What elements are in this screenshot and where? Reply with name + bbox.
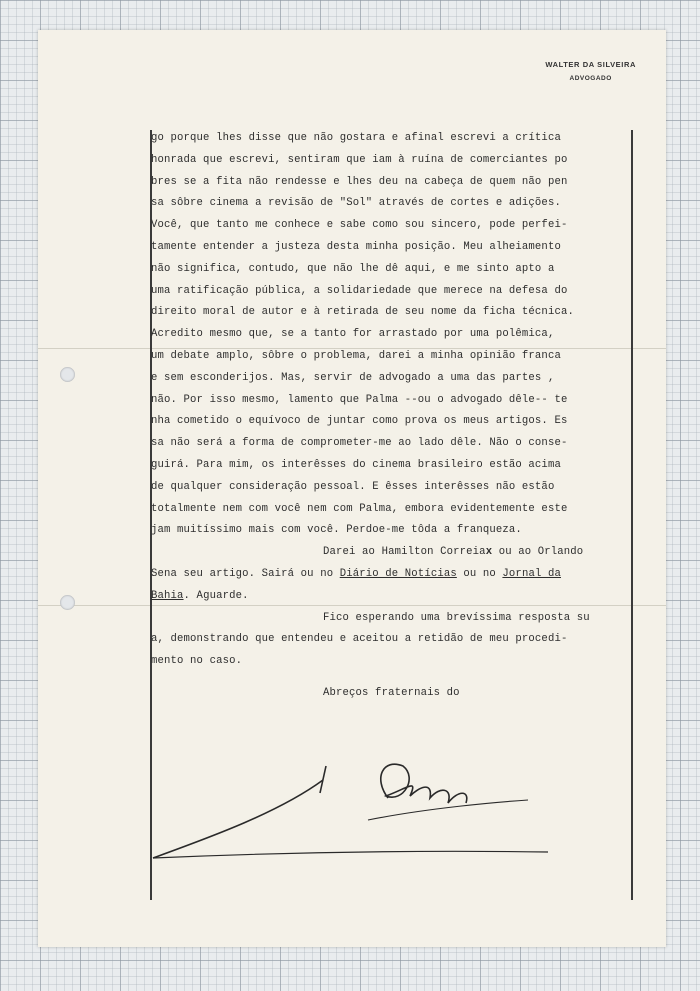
body-line: uma ratificação pública, a solidariedade que merece na defesa do — [151, 284, 568, 297]
body-line: totalmente nem com você nem com Palma, embora evidentemente este — [151, 502, 568, 515]
letterhead-role: ADVOGADO — [569, 75, 612, 82]
body-line: mento no caso. — [151, 655, 243, 668]
body-line: direito moral de autor e à retirada de seu nome da ficha técnica. — [151, 306, 574, 319]
letter-page — [38, 30, 666, 947]
body-line: guirá. Para mim, os interêsses do cinema brasileiro estão acima — [151, 458, 561, 471]
body-line: não significa, contudo, que não lhe dê aqui, e me sinto apto a — [151, 262, 555, 275]
body-line: e sem esconderijos. Mas, servir de advogado a uma das partes , — [151, 371, 555, 384]
body-text-segment: ou ao Orlando — [492, 546, 584, 559]
body-line: não. Por isso mesmo, lamento que Palma --ou o advogado dêle-- te — [151, 393, 568, 406]
body-line: a, demonstrando que entendeu e aceitou a retidão de meu procedi- — [151, 633, 568, 646]
body-line: tamente entender a justeza desta minha posição. Meu alheiamento — [151, 240, 561, 253]
body-line: Fico esperando uma brevíssima resposta su — [323, 611, 590, 624]
right-margin-rule — [631, 130, 633, 900]
body-text-segment: . Aguarde. — [183, 589, 249, 602]
body-line: jam muitíssimo mais com você. Perdoe-me tôda a franqueza. — [151, 524, 522, 537]
closing-line: Abreços fraternais do — [323, 686, 460, 699]
body-line: Acredito mesmo que, se a tanto for arrastado por uma polêmica, — [151, 328, 555, 341]
typed-strikeout: x — [485, 546, 493, 559]
newspaper-title: Diário de Notícias — [339, 567, 457, 580]
body-line: sa não será a forma de comprometer-me ao lado dêle. Não o conse- — [151, 437, 568, 450]
body-line: nha cometido o equívoco de juntar como prova os meus artigos. Es — [151, 415, 568, 428]
letter-body — [151, 128, 631, 705]
body-line: um debate amplo, sôbre o problema, darei a minha opinião franca — [151, 349, 561, 362]
signature — [148, 758, 568, 868]
body-text-segment: Sena seu artigo. Sairá ou no — [151, 567, 340, 580]
body-line: bres se a fita não rendesse e lhes deu na cabeça de quem não pen — [151, 175, 568, 188]
signature-stroke — [381, 764, 467, 803]
body-text-segment: Darei ao Hamilton Correia — [323, 546, 486, 559]
punch-hole — [60, 595, 75, 610]
letterhead — [545, 60, 636, 82]
body-line: go porque lhes disse que não gostara e afinal escrevi a crítica — [151, 132, 561, 144]
newspaper-title: Bahia — [151, 589, 184, 602]
body-text-segment: ou no — [456, 567, 503, 580]
signature-stroke — [320, 766, 326, 793]
signature-stroke — [153, 851, 548, 858]
body-line — [151, 542, 631, 564]
letterhead-name: WALTER DA SILVEIRA — [545, 60, 636, 69]
body-line: de qualquer consideração pessoal. E êsses interêsses não estão — [151, 480, 555, 493]
punch-hole — [60, 367, 75, 382]
body-line: sa sôbre cinema a revisão de "Sol" através de cortes e adições. — [151, 197, 561, 210]
spacer — [151, 673, 631, 683]
signature-stroke — [153, 780, 323, 858]
body-line: Você, que tanto me conhece e sabe como sou sincero, pode perfei- — [151, 219, 568, 232]
body-line — [151, 586, 631, 608]
body-line: honrada que escrevi, sentiram que iam à ruína de comerciantes po — [151, 153, 568, 166]
newspaper-title: Jornal da — [502, 567, 561, 580]
body-line — [151, 564, 631, 586]
